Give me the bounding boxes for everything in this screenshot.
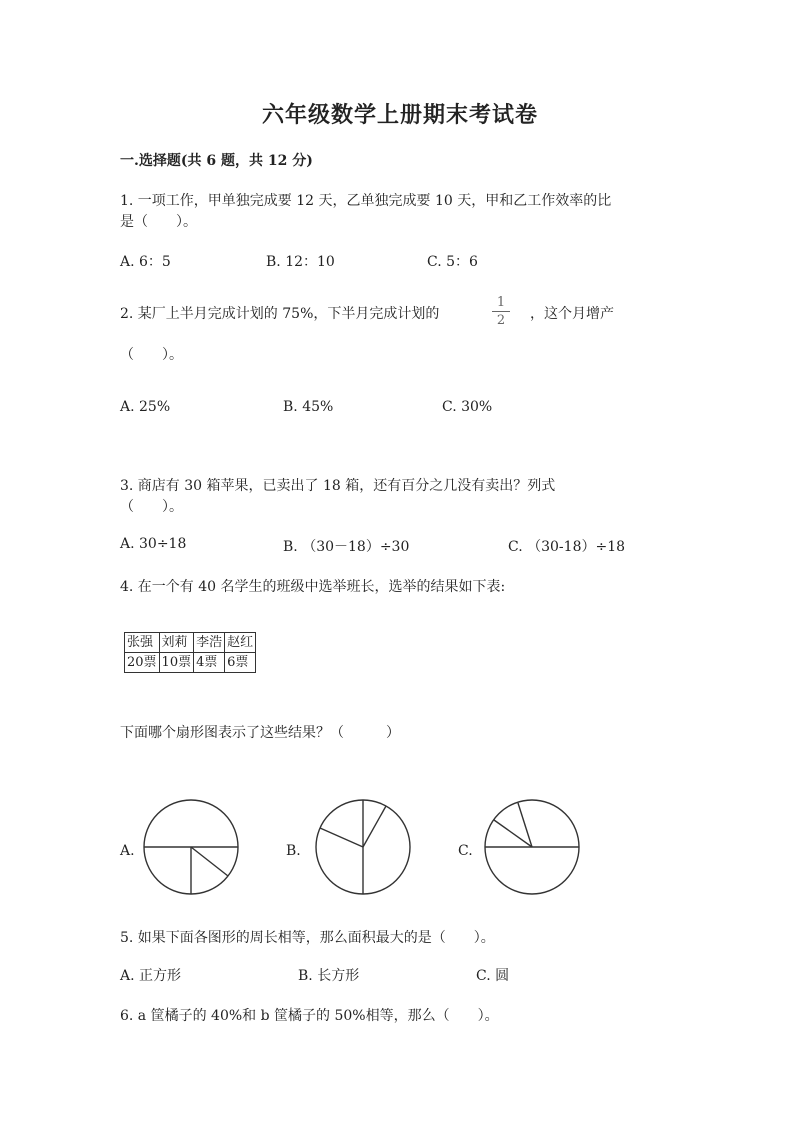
table-cell: 6票 [225,653,256,673]
q1-text-line1: 1. 一项工作，甲单独完成要 12 天，乙单独完成要 10 天，甲和乙工作效率的比 [120,193,612,209]
q5-option-b: B. 长方形 [298,968,360,984]
pie-b [286,800,410,894]
q4-question: 下面哪个扇形图表示了这些结果？（ ） [120,725,400,741]
section-heading: 一.选择题(共 6 题，共 12 分) [120,153,313,169]
q2-text-line2: （ ）。 [120,347,183,363]
page-title: 六年级数学上册期末考试卷 [261,102,538,128]
table-row [125,633,256,653]
q2-option-b: B. 45% [283,399,334,415]
q6-text: 6. a 筐橘子的 40%和 b 筐橘子的 50%相等，那么（ ）。 [120,1008,499,1024]
fraction-denominator: 2 [496,313,506,328]
table-cell: 20票 [125,653,160,673]
pie-label-b: B. [286,843,301,859]
table-cell: 张强 [125,633,160,653]
table-row [125,653,256,673]
q3-text-line2: （ ）。 [120,499,183,515]
pie-a-divider [191,847,228,876]
q2-text: 2. 某厂上半月完成计划的 75%，下半月完成计划的 [120,306,440,322]
table-cell: 10票 [159,653,194,673]
q2-text-after: ，这个月增产 [530,306,614,322]
table-cell: 赵红 [225,633,256,653]
q5-option-c: C. 圆 [476,968,510,984]
q3-option-a: A. 30÷18 [120,536,187,552]
pie-b-divider [363,806,386,847]
q1-text-line2: 是（ ）。 [120,214,197,230]
fraction-numerator: 1 [496,295,506,310]
pie-c-divider [494,820,532,847]
table-cell: 4票 [194,653,225,673]
pie-b-divider [320,828,363,847]
q3-option-c: C. （30-18）÷18 [508,539,626,555]
q1-option-a: A. 6：5 [120,254,171,270]
q2-option-c: C. 30% [442,399,493,415]
pie-label-c: C. [458,843,473,859]
vote-table [124,632,256,673]
q4-text: 4. 在一个有 40 名学生的班级中选举班长，选举的结果如下表: [120,579,506,595]
pie-c [458,800,579,894]
q1-option-c: C. 5：6 [427,254,478,270]
q3-text-line1: 3. 商店有 30 箱苹果，已卖出了 18 箱，还有百分之几没有卖出？列式 [120,478,556,494]
table-cell: 刘莉 [159,633,194,653]
pie-label-a: A. [120,843,135,859]
pie-c-divider [518,803,532,847]
q2-option-a: A. 25% [120,399,171,415]
pie-chart-options [110,795,590,905]
q5-text: 5. 如果下面各图形的周长相等，那么面积最大的是（ ）。 [120,930,495,946]
q1-option-b: B. 12：10 [266,254,335,270]
q5-option-a: A. 正方形 [120,968,182,984]
q3-option-b: B. （30－18）÷30 [283,539,410,555]
table-cell: 李浩 [194,633,225,653]
q2-fraction [492,295,510,328]
pie-a [119,800,238,894]
fraction-bar [492,311,510,312]
